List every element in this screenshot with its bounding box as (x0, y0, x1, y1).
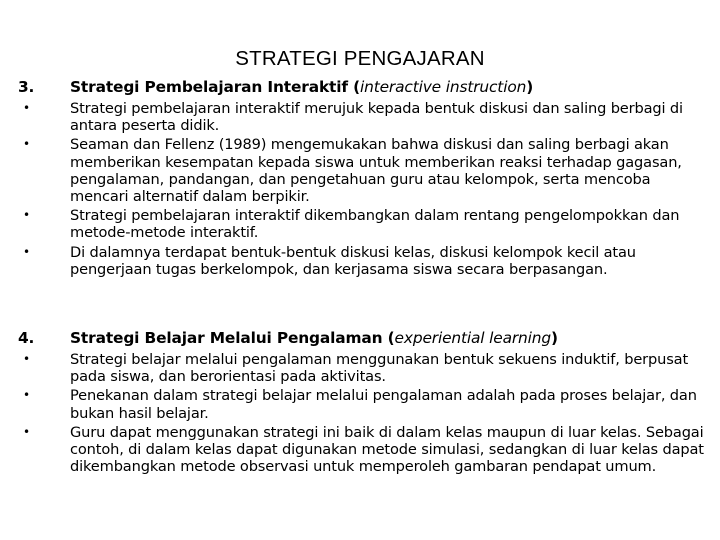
section-interactive-instruction (18, 78, 708, 278)
bullet-text: Guru dapat menggunakan strategi ini baik di dalam kelas maupun di luar kelas. Sebagai contoh, di dalam kelas dapat digunakan metode simulasi, sedangkan di luar kelas dapat dikembangkan metode observasi untuk memperoleh gambaran pendapat umum. (70, 423, 704, 476)
slide-title: STRATEGI PENGAJARAN (235, 47, 485, 70)
bullet-item (18, 100, 708, 134)
section-heading-text: Strategi Pembelajaran Interaktif ( (70, 78, 360, 96)
section-heading (18, 329, 708, 349)
section-heading (18, 78, 708, 98)
bullet-text: Seaman dan Fellenz (1989) mengemukakan bahwa diskusi dan saling berbagi akan memberikan kesempatan kepada siswa untuk memberikan reaksi terhadap gagasan, pengalaman, pandangan, dan pengetahuan guru atau kelompok, serta mencoba mencari alternatif dalam berpikir. (70, 136, 682, 206)
bullet-item (18, 136, 708, 205)
bullet-item (18, 351, 708, 385)
bullet-list (18, 351, 708, 475)
bullet-dot-icon: • (23, 424, 30, 439)
section-heading-italic: interactive instruction (360, 78, 527, 96)
bullet-text: Penekanan dalam strategi belajar melalui pengalaman adalah pada proses belajar, dan bukan hasil belajar. (70, 387, 697, 422)
bullet-item (18, 424, 708, 476)
section-experiential-learning (18, 329, 708, 475)
bullet-item (18, 387, 708, 421)
bullet-text: Strategi pembelajaran interaktif merujuk kepada bentuk diskusi dan saling berbagi di antara peserta didik. (70, 100, 683, 135)
section-number: 3. (18, 78, 35, 96)
bullet-dot-icon: • (23, 137, 30, 152)
section-heading-end: ) (551, 329, 558, 347)
bullet-text: Strategi pembelajaran interaktif dikembangkan dalam rentang pengelompokkan dan metode-metode interaktif. (70, 207, 680, 242)
bullet-text: Strategi belajar melalui pengalaman menggunakan bentuk sekuens induktif, berpusat pada siswa, dan berorientasi pada aktivitas. (70, 351, 689, 386)
bullet-item (18, 207, 708, 241)
section-heading-end: ) (526, 78, 534, 96)
bullet-text: Di dalamnya terdapat bentuk-bentuk diskusi kelas, diskusi kelompok kecil atau pengerjaan tugas berkelompok, dan kerjasama siswa secara berpasangan. (70, 243, 636, 278)
bullet-dot-icon: • (23, 388, 30, 403)
bullet-dot-icon: • (23, 101, 30, 115)
bullet-dot-icon: • (23, 208, 30, 223)
bullet-item (18, 244, 708, 278)
section-number: 4. (18, 329, 35, 347)
section-heading-italic: experiential learning (394, 329, 552, 347)
section-heading-text: Strategi Belajar Melalui Pengalaman ( (70, 329, 395, 347)
bullet-dot-icon: • (23, 352, 30, 366)
bullet-dot-icon: • (23, 244, 30, 259)
bullet-list (18, 100, 708, 278)
